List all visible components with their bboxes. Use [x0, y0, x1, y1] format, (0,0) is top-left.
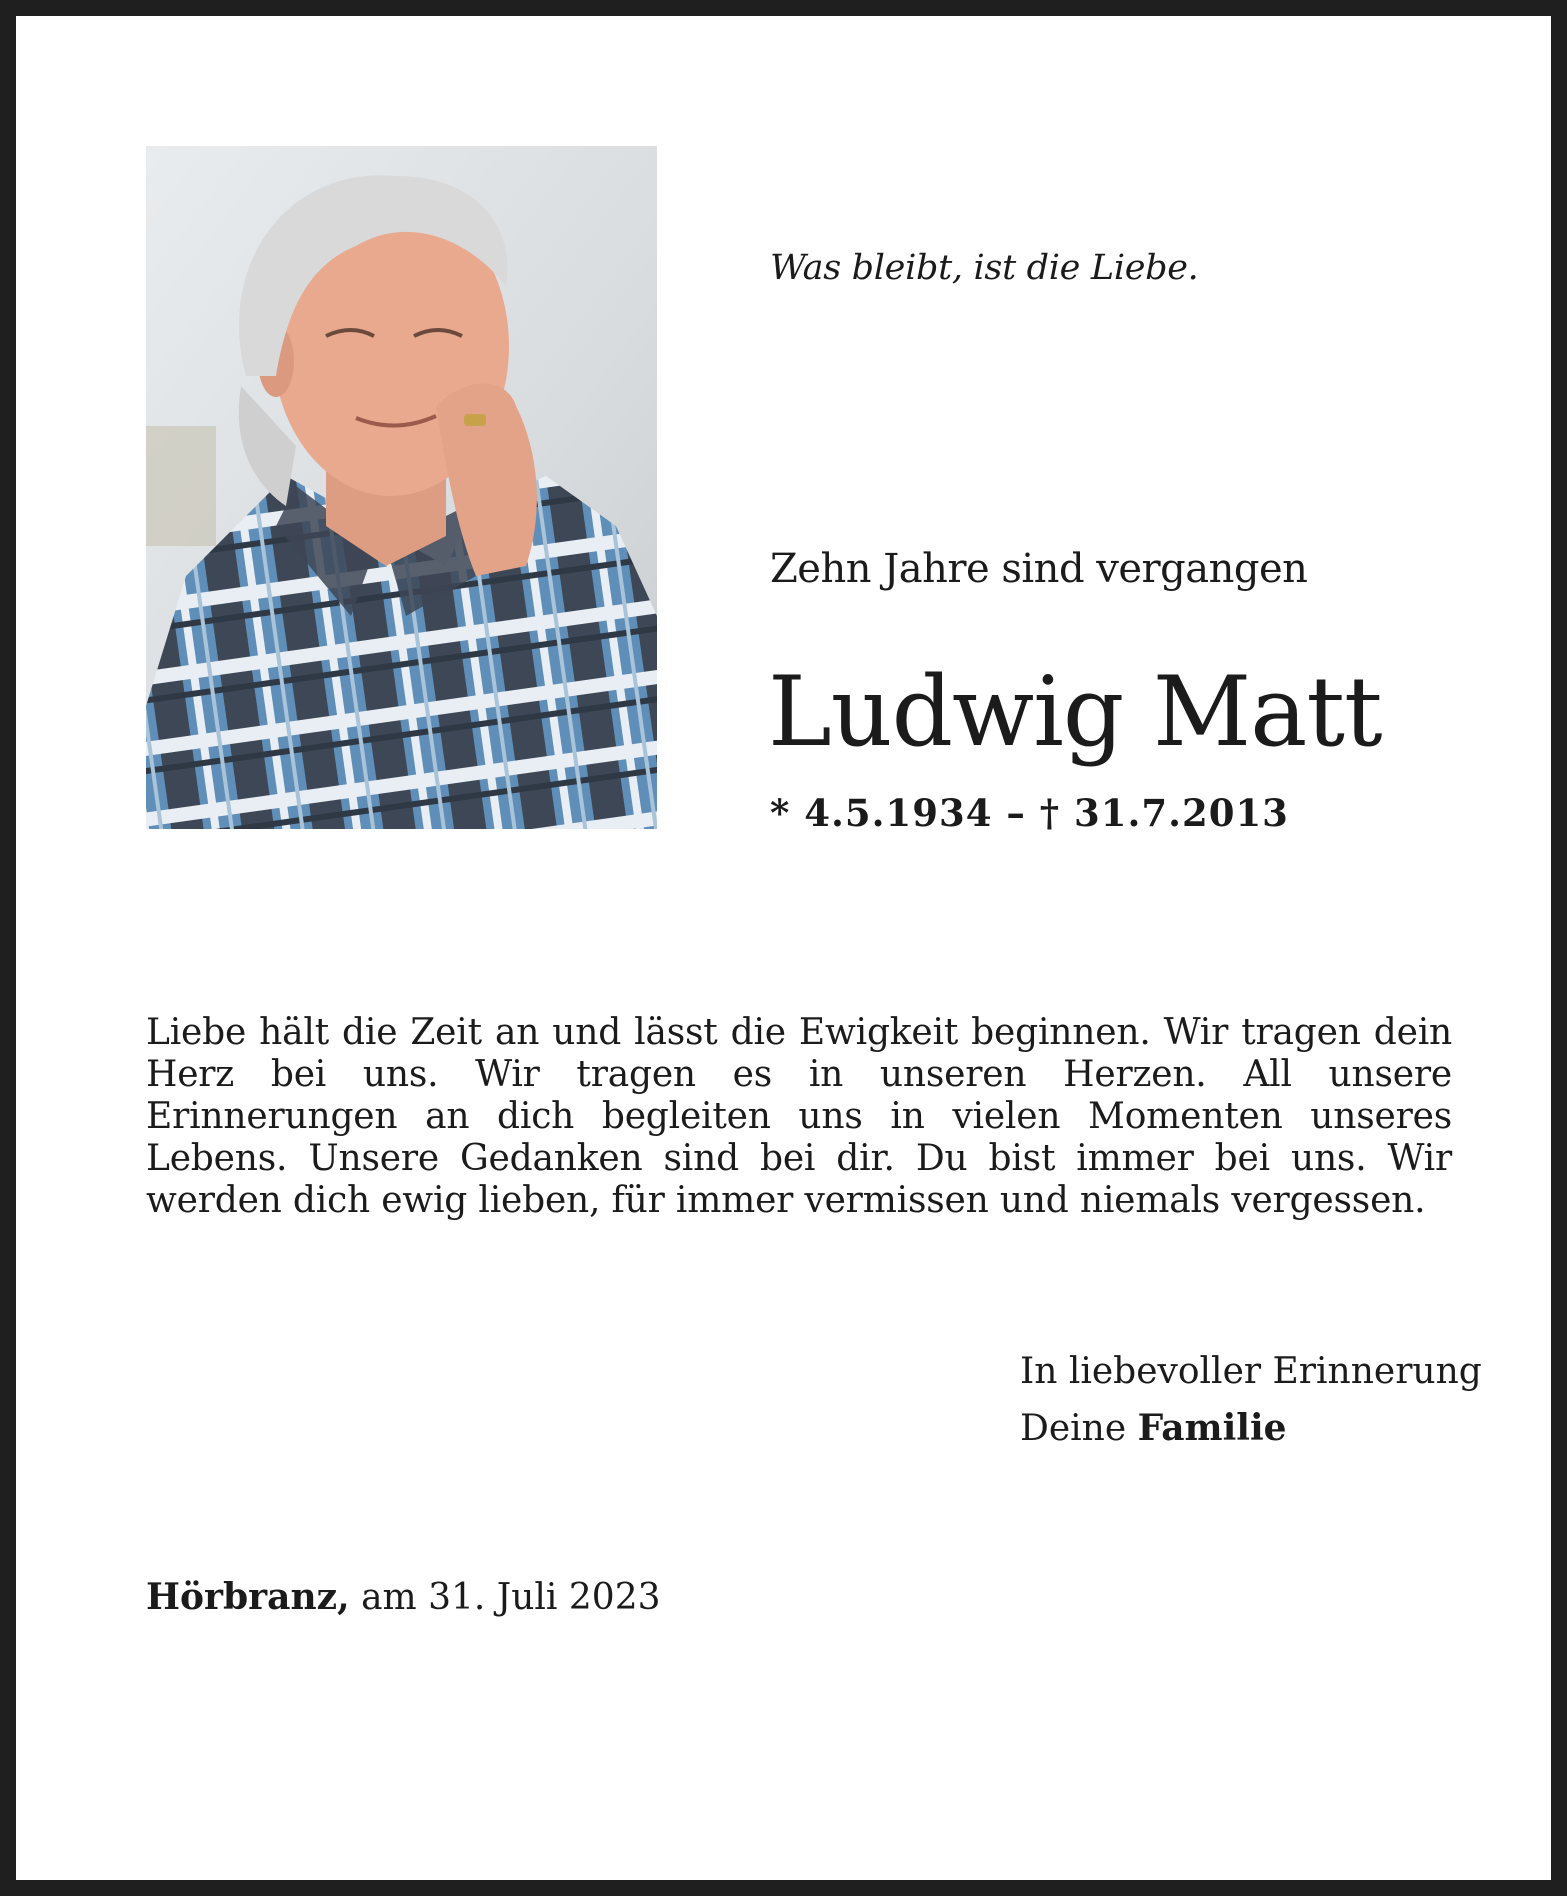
intro-line: Zehn Jahre sind vergangen: [770, 546, 1308, 592]
memorial-text: Liebe hält die Zeit an und lässt die Ewigkeit beginnen. Wir tragen dein Herz bei uns. Wir tragen es in unseren Herzen. All unsere Erinnerungen an dich begleiten uns in vielen Momenten unseres Lebens. Unsere Gedanken sind bei dir. Du bist immer bei uns. Wir werden dich ewig lieben, für immer vermissen und niemals vergessen.: [146, 1012, 1452, 1221]
signature-family: Familie: [1137, 1407, 1287, 1449]
life-dates: * 4.5.1934 – † 31.7.2013: [770, 791, 1289, 835]
obituary-notice: [16, 16, 1551, 1880]
motto: Was bleibt, ist die Liebe.: [770, 248, 1199, 288]
place-date-line: [146, 1576, 661, 1618]
portrait-photo: [146, 146, 657, 829]
closing-block: [1020, 1344, 1482, 1457]
signature-line: [1020, 1400, 1482, 1457]
deceased-name: Ludwig Matt: [768, 656, 1382, 768]
signature-prefix: Deine: [1020, 1408, 1127, 1449]
portrait-illustration: [146, 146, 657, 829]
place-name: Hörbranz,: [146, 1576, 350, 1618]
notice-date: am 31. Juli 2023: [361, 1577, 661, 1618]
closing-line: In liebevoller Erinnerung: [1020, 1351, 1482, 1392]
